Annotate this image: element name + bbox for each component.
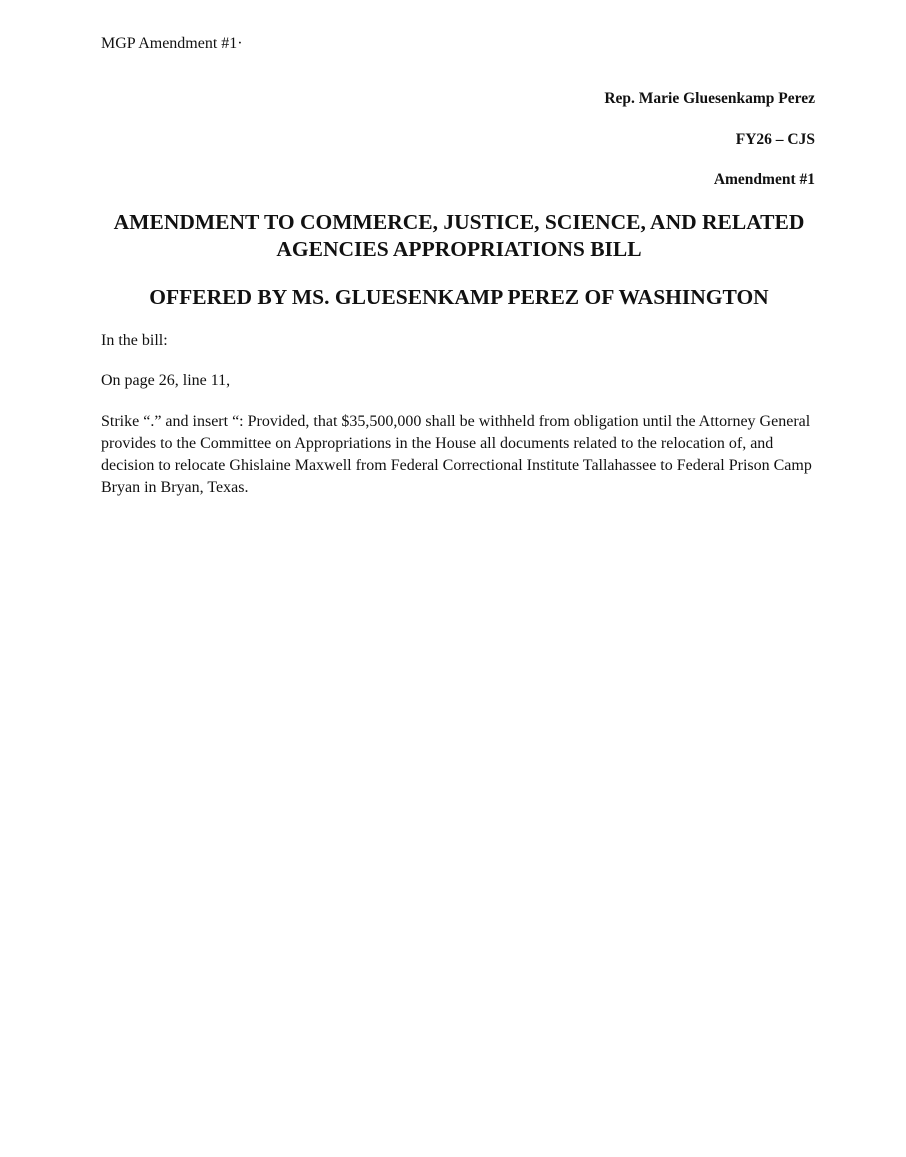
- amendment-number: Amendment #1: [713, 171, 815, 188]
- offered-by-line: OFFERED BY MS. GLUESENKAMP PEREZ OF WASHINGTON: [149, 285, 769, 309]
- location-paragraph: On page 26, line 11,: [101, 372, 231, 389]
- sponsor-name: Rep. Marie Gluesenkamp Perez: [604, 90, 815, 107]
- document-title: AMENDMENT TO COMMERCE, JUSTICE, SCIENCE, AND RELATED AGENCIES APPROPRIATIONS BILL: [113, 210, 805, 261]
- header-label: MGP Amendment #1·: [101, 35, 243, 52]
- intro-paragraph: In the bill:: [101, 332, 168, 349]
- amendment-text-paragraph: Strike “.” and insert “: Provided, that $35,500,000 shall be withheld from obligation until the Attorney General provides to the Committee on Appropriations in the House all documents related to the relocation of, and decision to relocate Ghislaine Maxwell from Federal Correctional Institute Tallahassee to Federal Prison Camp Bryan in Bryan, Texas.: [101, 413, 812, 496]
- bill-code: FY26 – CJS: [735, 131, 815, 148]
